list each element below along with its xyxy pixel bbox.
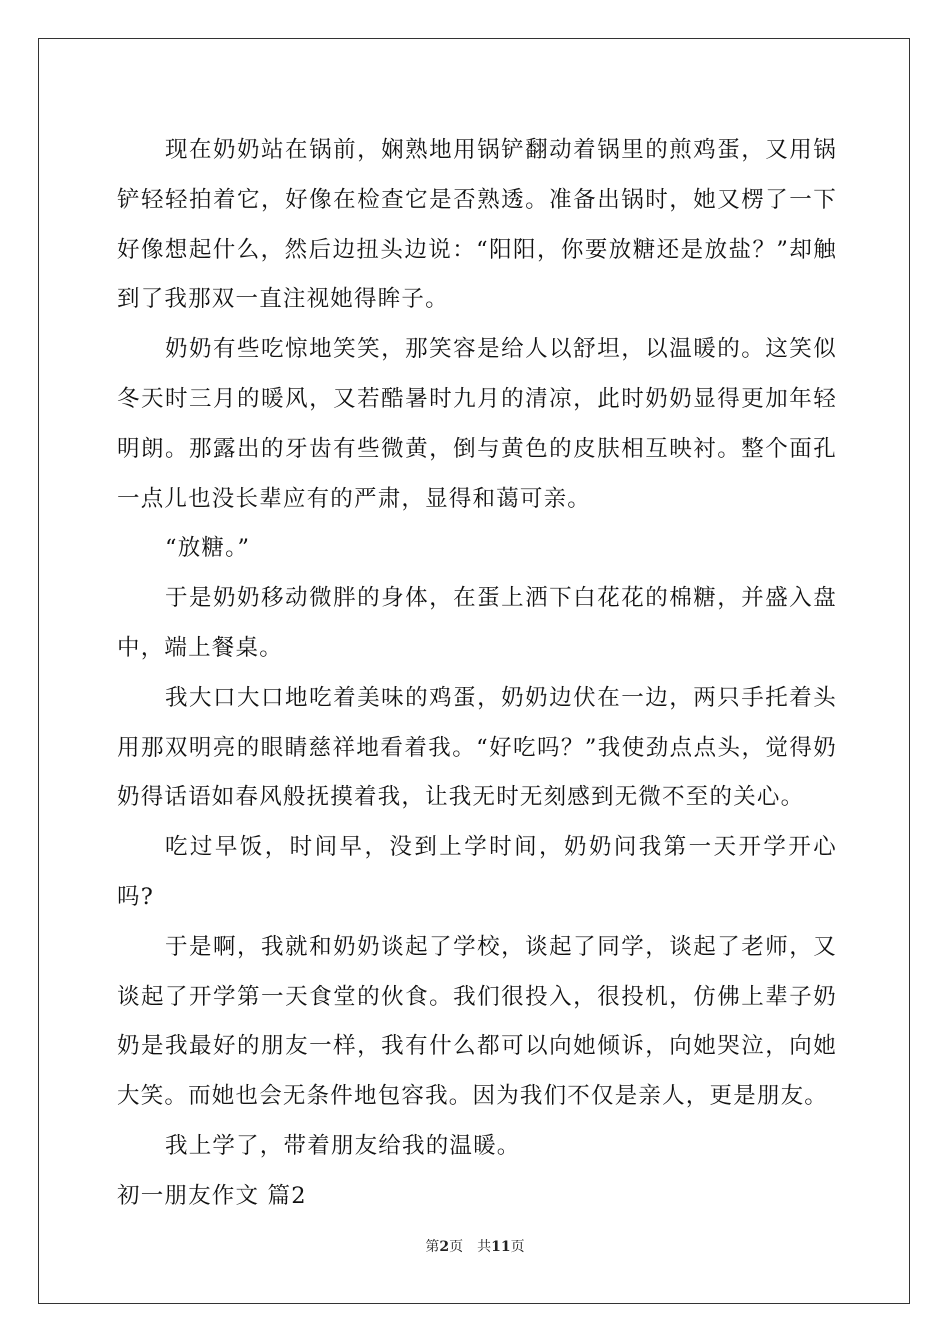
footer-page-mid: 页 共 — [449, 1239, 492, 1255]
footer-page-prefix: 第 — [425, 1239, 440, 1255]
paragraph-8: 我上学了，带着朋友给我的温暖。 — [165, 1132, 521, 1159]
section-heading: 初一朋友作文 篇2 — [117, 1182, 307, 1209]
footer-page-current: 2 — [439, 1239, 450, 1255]
paragraph-4: 于是奶奶移动微胖的身体，在蛋上洒下白花花的棉糖，并盛入盘中，端上餐桌。 — [117, 585, 837, 661]
footer-page-total: 11 — [491, 1239, 511, 1255]
paragraph-2: 奶奶有些吃惊地笑笑，那笑容是给人以舒坦，以温暖的。这笑似冬天时三月的暖风，又若酷暑时九月的清凉，此时奶奶显得更加年轻明朗。那露出的牙齿有些微黄，倒与黄色的皮肤相互映衬。整个面孔一点儿也没长辈应有的严肃，显得和蔼可亲。 — [117, 336, 837, 512]
page-footer — [0, 1236, 950, 1256]
paragraph-6: 吃过早饭，时间早，没到上学时间，奶奶问我第一天开学开心吗? — [117, 834, 837, 910]
paragraph-1: 现在奶奶站在锅前，娴熟地用锅铲翻动着锅里的煎鸡蛋，又用锅铲轻轻拍着它，好像在检查它是否熟透。准备出锅时，她又楞了一下好像想起什么，然后边扭头边说：“阳阳，你要放糖还是放盐？”却触到了我那双一直注视她得眸子。 — [117, 137, 837, 313]
paragraph-5: 我大口大口地吃着美味的鸡蛋，奶奶边伏在一边，两只手托着头用那双明亮的眼睛慈祥地看着我。“好吃吗？”我使劲点点头，觉得奶奶得话语如春风般抚摸着我，让我无时无刻感到无微不至的关心。 — [117, 684, 837, 811]
footer-page-suffix: 页 — [510, 1239, 525, 1255]
paragraph-7: 于是啊，我就和奶奶谈起了学校，谈起了同学，谈起了老师，又谈起了开学第一天食堂的伙食。我们很投入，很投机，仿佛上辈子奶奶是我最好的朋友一样，我有什么都可以向她倾诉，向她哭泣，向她大笑。而她也会无条件地包容我。因为我们不仅是亲人，更是朋友。 — [117, 933, 837, 1110]
document-body — [117, 126, 837, 1222]
paragraph-3: “放糖。” — [165, 535, 251, 562]
